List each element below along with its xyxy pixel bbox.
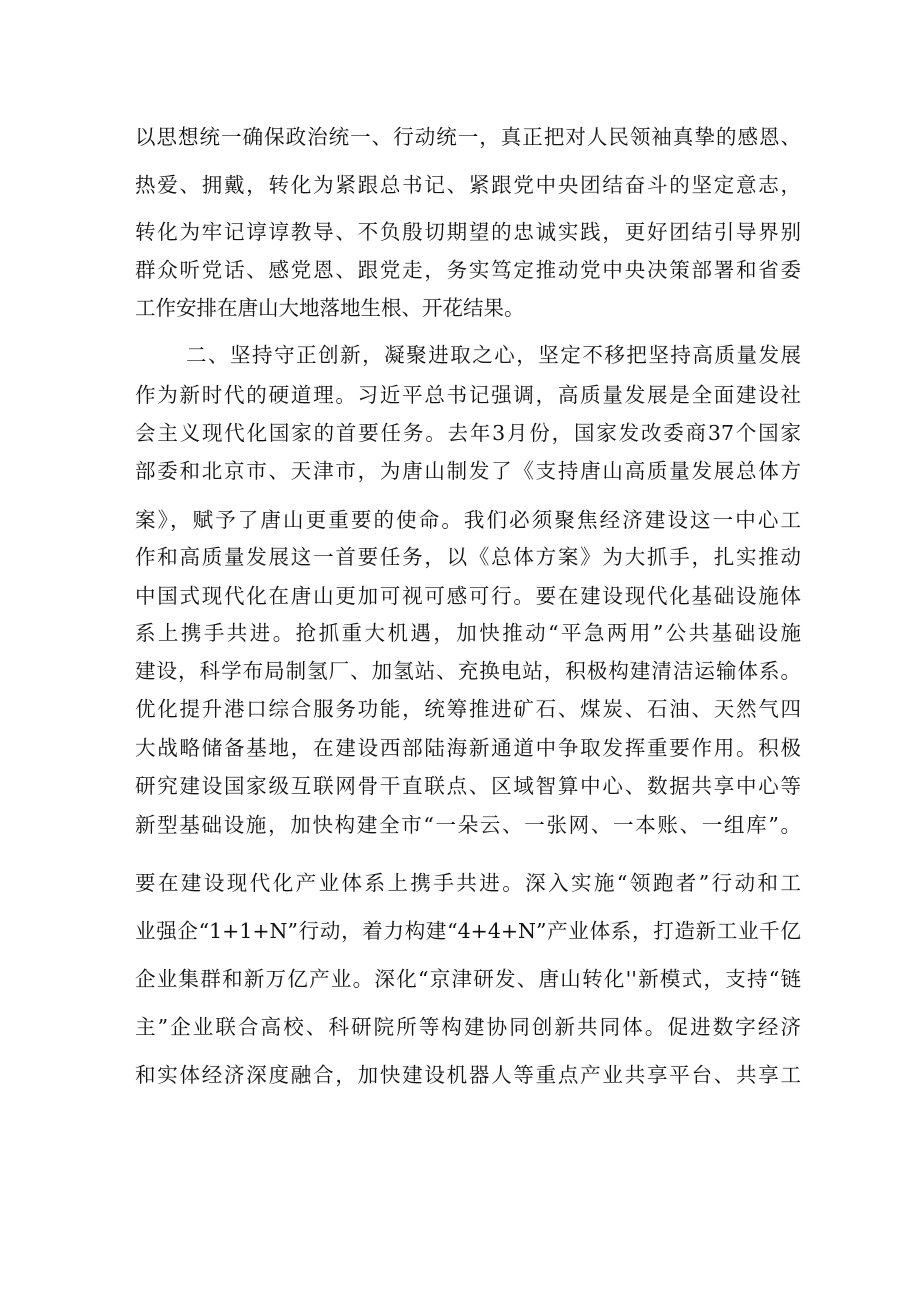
text-line: 转化为牢记谆谆教导、不负殷切期望的忠诚实践，更好团结引导界别	[135, 220, 801, 244]
text-line: 研究建设国家级互联网骨干直联点、区域智算中心、数据共享中心等	[135, 774, 801, 798]
text-line: 以思想统一确保政治统一、行动统一，真正把对人民领袖真挚的感恩、	[135, 125, 801, 149]
text-line: 中国式现代化在唐山更加可视可感可行。要在建设现代化基础设施体	[135, 584, 801, 608]
text-line: 主”企业联合高校、科研院所等构建协同创新共同体。促进数字经济	[135, 1015, 801, 1039]
text-line: 案》，赋予了唐山更重要的使命。我们必须聚焦经济建设这一中心工	[135, 508, 801, 532]
text-line: 和实体经济深度融合，加快建设机器人等重点产业共享平台、共享工	[135, 1063, 801, 1087]
text-line: 新型基础设施，加快构建全市“一朵云、一张网、一本账、一组库”。	[135, 813, 801, 837]
text-line: 要在建设现代化产业体系上携手共进。深入实施“领跑者”行动和工	[135, 871, 801, 895]
text-line: 作为新时代的硬道理。习近平总书记强调，高质量发展是全面建设社	[135, 383, 801, 407]
text-line: 工作安排在唐山大地落地生根、开花结果。	[135, 296, 525, 320]
section-heading-line: 二、坚持守正创新，凝聚进取之心，坚定不移把坚持高质量发展	[186, 343, 801, 367]
text-line: 优化提升港口综合服务功能，统筹推进矿石、煤炭、石油、天然气四	[135, 697, 801, 721]
text-line: 企业集群和新万亿产业。深化“京津研发、唐山转化''新模式，支持“链	[135, 967, 801, 991]
text-line: 会主义现代化国家的首要任务。去年3月份，国家发改委商37个国家	[135, 421, 801, 445]
text-line: 部委和北京市、天津市，为唐山制发了《支持唐山高质量发展总体方	[135, 459, 801, 483]
text-line: 作和高质量发展这一首要任务，以《总体方案》为大抓手，扎实推动	[135, 545, 801, 569]
text-line: 热爱、拥戴，转化为紧跟总书记、紧跟党中央团结奋斗的坚定意志，	[135, 173, 801, 197]
text-line: 系上携手共进。抢抓重大机遇，加快推动“平急两用”公共基础设施	[135, 621, 801, 645]
text-line: 建设，科学布局制氢厂、加氢站、充换电站，积极构建清洁运输体系。	[135, 659, 801, 683]
text-line: 大战略储备基地，在建设西部陆海新通道中争取发挥重要作用。积极	[135, 736, 801, 760]
text-line: 群众听党话、感党恩、跟党走，务实笃定推动党中央决策部署和省委	[135, 258, 801, 282]
text-line: 业强企“1+1+N”行动，着力构建“4+4+N”产业体系，打造新工业千亿	[135, 919, 801, 943]
